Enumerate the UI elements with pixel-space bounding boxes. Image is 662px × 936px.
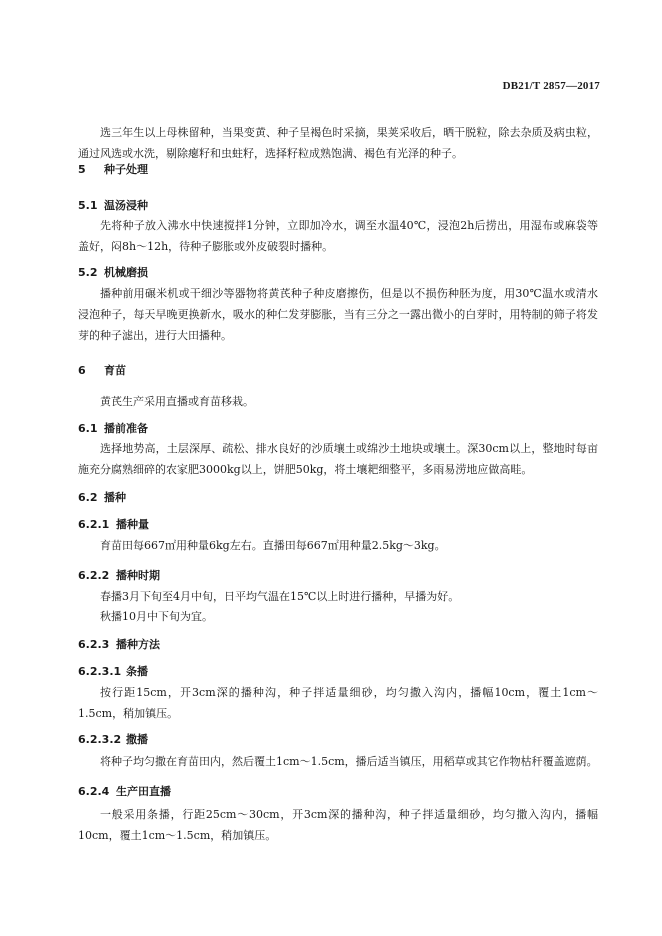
section-6-2-3-title: 播种方法 [116, 638, 160, 651]
section-6-2-heading [78, 489, 126, 505]
section-6-2-3-1-number: 6.2.3.1 [78, 665, 122, 678]
section-6-2-3-2-paragraph: 将种子均匀撒在育苗田内，然后覆土1cm～1.5cm，播后适当镇压，用稻草或其它作物枯秆覆盖遮荫。 [100, 755, 598, 768]
section-6-2-3-2-title: 撒播 [126, 733, 148, 746]
section-5-2-title: 机械磨损 [104, 266, 148, 279]
section-6-2-3-2-number: 6.2.3.2 [78, 733, 122, 746]
section-5-heading [78, 161, 148, 177]
section-6-2-2-heading [78, 567, 160, 583]
section-6-2-1-number: 6.2.1 [78, 518, 110, 531]
section-5-1-title: 温汤浸种 [104, 199, 148, 212]
section-6-title: 育苗 [104, 364, 126, 377]
section-6-1-title: 播前准备 [104, 422, 148, 435]
section-6-2-4-paragraph: 一般采用条播，行距25cm～30cm，开3cm深的播种沟，种子拌适量细砂，均匀撒入沟内，播幅10cm，覆土1cm～1.5cm，稍加镇压。 [78, 808, 598, 842]
section-6-2-2-paragraph-autumn: 秋播10月中下旬为宜。 [100, 610, 213, 623]
section-6-2-4-number: 6.2.4 [78, 785, 110, 798]
section-6-2-title: 播种 [104, 491, 126, 504]
section-6-1-heading [78, 420, 148, 436]
section-6-number: 6 [78, 364, 86, 377]
section-6-2-4-title: 生产田直播 [116, 785, 171, 798]
section-5-2-number: 5.2 [78, 266, 98, 279]
section-6-2-3-1-title: 条播 [126, 665, 148, 678]
section-6-2-3-number: 6.2.3 [78, 638, 110, 651]
section-6-2-2-number: 6.2.2 [78, 569, 110, 582]
seed-selection-paragraph: 选三年生以上母株留种，当果变黄、种子呈褐色时采摘，果荚采收后，晒干脱粒，除去杂质及病虫粒，通过风选或水洗，剔除瘪籽和虫蛀籽，选择籽粒成熟饱满、褐色有光泽的种子。 [78, 126, 598, 160]
section-6-heading [78, 362, 126, 378]
doc-code: DB21/T 2857—2017 [502, 80, 600, 92]
section-5-2-paragraph: 播种前用碾米机或干细沙等器物将黄芪种子种皮磨擦伤，但是以不损伤种胚为度，用30℃温水或清水浸泡种子，每天早晚更换新水，吸水的种仁发芽膨胀，当有三分之一露出微小的白芽时，用特制的筛子将发芽的种子滤出，进行大田播种。 [78, 287, 598, 342]
section-6-2-2-title: 播种时期 [116, 569, 160, 582]
section-5-1-paragraph: 先将种子放入沸水中快速搅拌1分钟，立即加冷水，调至水温40℃，浸泡2h后捞出，用湿布或麻袋等盖好，闷8h～12h，待种子膨胀或外皮破裂时播种。 [78, 219, 598, 253]
section-6-2-3-heading [78, 636, 160, 652]
section-5-2-heading [78, 264, 148, 280]
section-5-1-number: 5.1 [78, 199, 98, 212]
section-6-2-3-1-paragraph: 按行距15cm，开3cm深的播种沟，种子拌适量细砂，均匀撒入沟内，播幅10cm，覆土1cm～1.5cm，稍加镇压。 [78, 686, 598, 720]
section-6-2-number: 6.2 [78, 491, 98, 504]
section-6-2-2-paragraph-spring: 春播3月下旬至4月中旬，日平均气温在15℃以上时进行播种，早播为好。 [100, 590, 460, 603]
section-6-1-number: 6.1 [78, 422, 98, 435]
section-6-1-paragraph: 选择地势高，土层深厚、疏松、排水良好的沙质壤土或绵沙土地块或壤土。深30cm以上，整地时每亩施充分腐熟细碎的农家肥3000kg以上，饼肥50kg，将土壤耙细整平，多雨易涝地应做高畦。 [78, 442, 598, 476]
section-6-2-3-1-heading [78, 663, 148, 679]
section-5-title: 种子处理 [104, 163, 148, 176]
section-6-2-1-paragraph: 育苗田每667㎡用种量6kg左右。直播田每667㎡用种量2.5kg～3kg。 [100, 539, 446, 552]
section-6-2-1-heading [78, 516, 149, 532]
section-5-number: 5 [78, 163, 86, 176]
section-6-2-1-title: 播种量 [116, 518, 149, 531]
section-5-1-heading [78, 197, 148, 213]
section-6-2-3-2-heading [78, 731, 148, 747]
section-6-paragraph: 黄芪生产采用直播或育苗移栽。 [100, 395, 254, 408]
section-6-2-4-heading [78, 783, 171, 799]
